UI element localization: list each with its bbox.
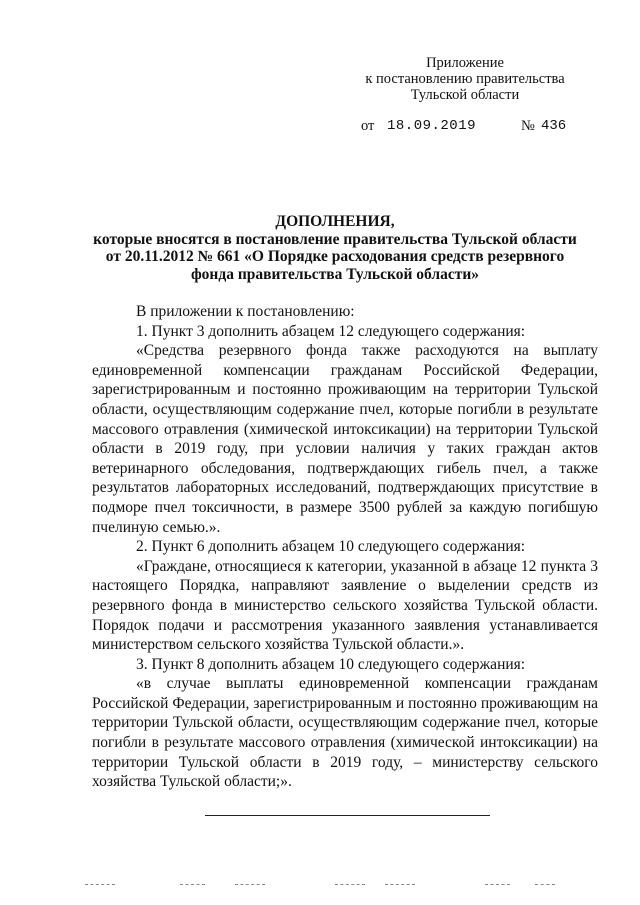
- paragraph-item-2: 2. Пункт 6 дополнить абзацем 10 следующего содержания:: [136, 538, 526, 556]
- scan-artifacts: [0, 880, 640, 888]
- heading-line-1: которые вносятся в постановление правительства Тульской области: [93, 230, 577, 248]
- closing-separator-line: [205, 815, 490, 816]
- scan-mark: [385, 884, 415, 885]
- appendix-line-2: к постановлению правительства: [365, 71, 565, 87]
- date-prefix: от: [361, 118, 375, 134]
- appendix-block: [340, 55, 590, 103]
- document-heading: [80, 213, 590, 283]
- scan-mark: [180, 884, 205, 885]
- heading-line-3: фонда правительства Тульской области»: [190, 265, 480, 283]
- scan-mark: [235, 884, 265, 885]
- scan-mark: [485, 884, 510, 885]
- paragraph-item-3: 3. Пункт 8 дополнить абзацем 10 следующего содержания:: [136, 655, 526, 673]
- scan-mark: [335, 884, 365, 885]
- scan-mark: [535, 884, 555, 885]
- paragraph-quote-3: «в случае выплаты единовременной компенсации гражданам Российской Федерации, зарегистрированным и постоянно проживающим на территории Тульской области, осуществляющим содержание пчел, которые погибли в результате массового отравления (химической интоксикации) на территории Тульской области в 2019 году, – министерству сельского хозяйства Тульской области;».: [92, 675, 598, 791]
- appendix-line-3: Тульской области: [410, 87, 520, 103]
- heading-line-2: от 20.11.2012 № 661 «О Порядке расходования средств резервного: [105, 248, 565, 266]
- registration-number: 436: [541, 118, 567, 134]
- number-sign: №: [521, 118, 535, 134]
- registration-date: 18.09.2019: [387, 118, 477, 134]
- appendix-line-1: Приложение: [426, 55, 504, 71]
- paragraph-intro: В приложении к постановлению:: [136, 303, 355, 320]
- paragraph-item-1: 1. Пункт 3 дополнить абзацем 12 следующего содержания:: [136, 322, 526, 340]
- paragraph-quote-2: «Граждане, относящиеся к категории, указанной в абзаце 12 пункта 3 настоящего Порядка, направляют заявление о выделении средств из резервного фонда в министерство сельского хозяйства Тульской области. Порядок подачи и рассмотрения указанного заявления устанавливается министерством сельского хозяйства Тульской области.».: [92, 557, 598, 654]
- paragraph-quote-1: «Средства резервного фонда также расходуются на выплату единовременной компенсации гражданам Российской Федерации, зарегистрированным и постоянно проживающим на территории Тульской области, осуществляющим содержание пчел, которые погибли в результате массового отравления (химической интоксикации) на территории Тульской области в 2019 году, при условии наличия у таких граждан актов ветеринарного обследования, подтверждающих гибель пчел, а также результатов лабораторных исследований, подтверждающих присутствие в подморе пчел токсичности, в размере 3500 рублей за каждую погибшую пчелиную семью.».: [92, 342, 598, 536]
- registration-line: [361, 118, 601, 136]
- scan-mark: [85, 884, 115, 885]
- heading-title: ДОПОЛНЕНИЯ,: [275, 213, 395, 230]
- document-body: [92, 302, 598, 792]
